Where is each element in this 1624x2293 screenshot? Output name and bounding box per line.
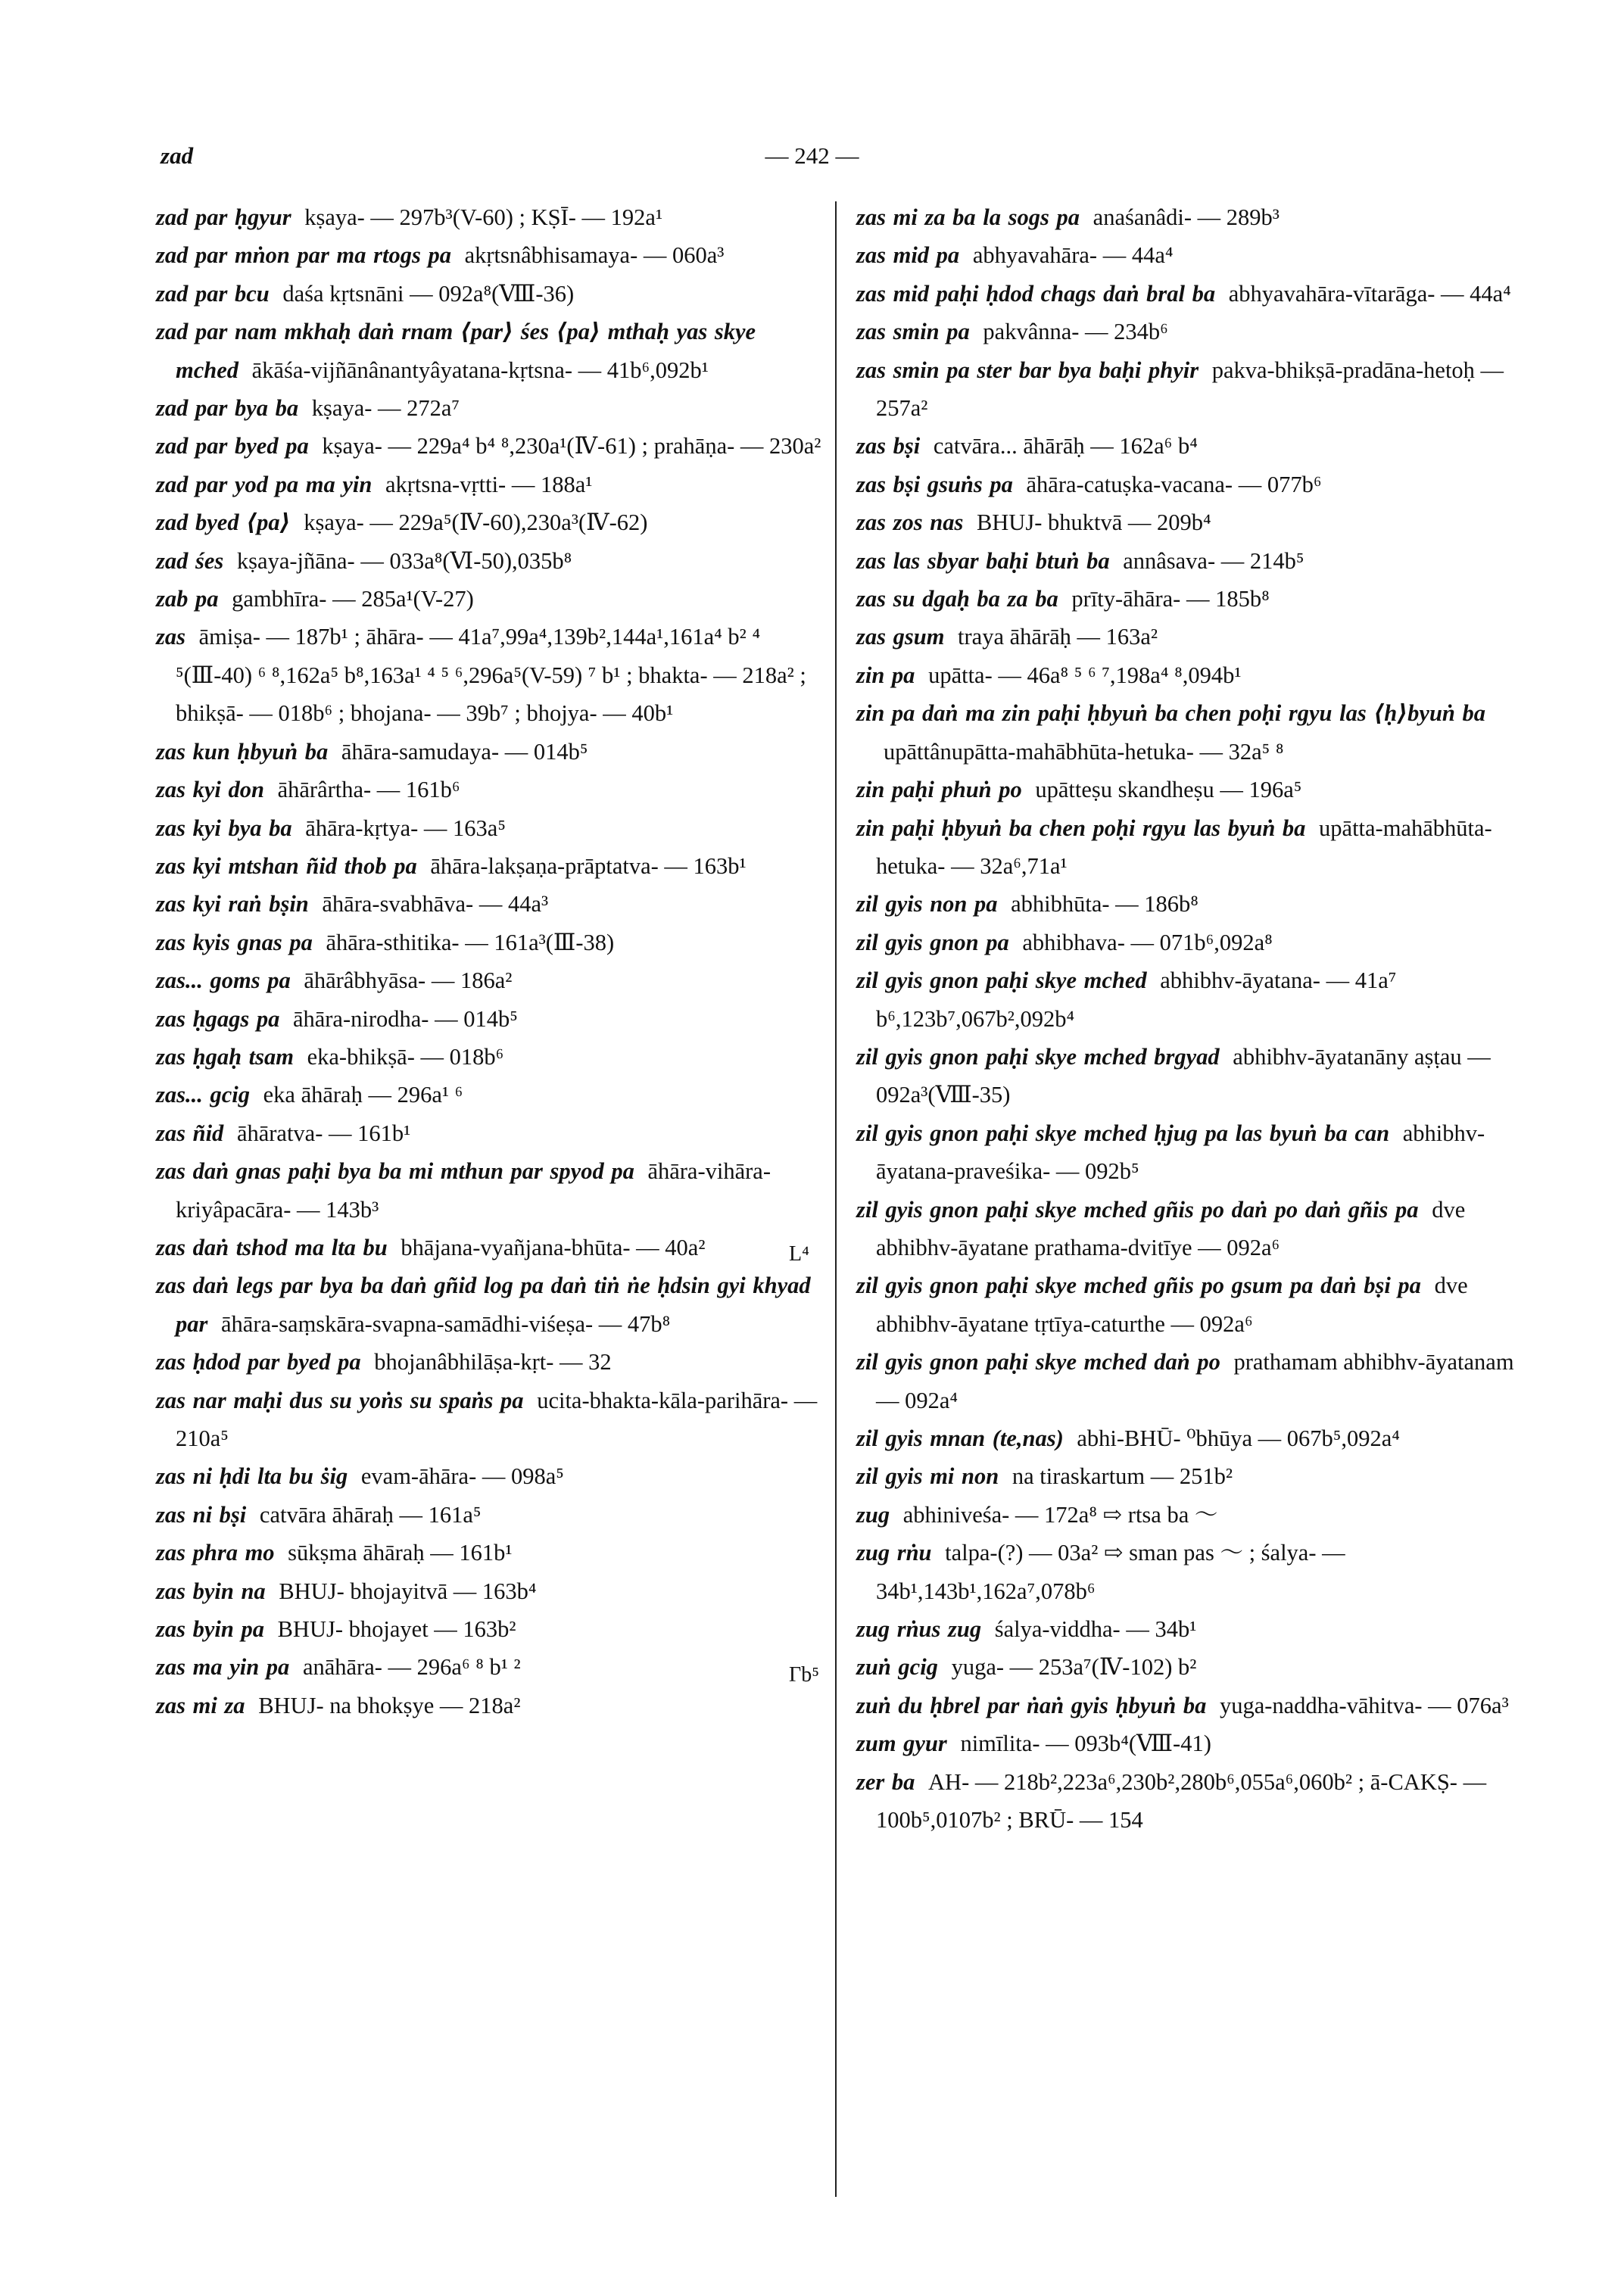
- dictionary-entry: [156, 1229, 822, 1266]
- sanskrit-gloss: āhāratva- — 161b¹: [236, 1120, 411, 1146]
- tibetan-headword: zin pa daṅ ma zin paḥi ḥbyuṅ ba chen poḥi rgyu las ⟨ḥ⟩byuṅ ba: [856, 700, 1485, 727]
- sanskrit-gloss: eka āhāraḥ — 296a¹ ⁶: [263, 1082, 463, 1108]
- dictionary-entry: [856, 1191, 1523, 1267]
- tibetan-headword: zas daṅ legs par bya ba daṅ gñid log pa daṅ tiṅ ṅe ḥdsin gyi khyad par: [156, 1273, 811, 1337]
- tibetan-headword: zad par yod pa ma yin: [156, 471, 372, 497]
- tibetan-headword: zas ni ḥdi lta bu ṡig: [156, 1463, 348, 1490]
- sanskrit-gloss: abhibhv-āyatanāny aṣṭau — 092a³(Ⅷ-35): [876, 1043, 1491, 1108]
- sanskrit-gloss: upātta- — 46a⁸ ⁵ ⁶ ⁷,198a⁴ ⁸,094b¹: [928, 662, 1242, 688]
- sanskrit-gloss: BHUJ- bhuktvā — 209b⁴: [976, 509, 1211, 536]
- tibetan-headword: zug: [856, 1501, 890, 1528]
- page-number: — 242 —: [765, 142, 859, 169]
- dictionary-entry: [856, 1610, 1523, 1648]
- tibetan-headword: zad byed ⟨pa⟩: [156, 509, 291, 536]
- dictionary-entry: [856, 1419, 1523, 1457]
- dictionary-entry: [856, 1457, 1523, 1495]
- tibetan-headword: zin paḥi ḥbyuṅ ba chen poḥi rgyu las byuṅ ba: [856, 815, 1306, 841]
- sanskrit-gloss: eka-bhikṣā- — 018b⁶: [307, 1043, 504, 1070]
- sanskrit-gloss: āhāra-lakṣaṇa-prāptatva- — 163b¹: [430, 852, 747, 879]
- tibetan-headword: zil gyis gnon paḥi skye mched: [856, 967, 1147, 994]
- tibetan-headword: zad par bya ba: [156, 395, 299, 422]
- sanskrit-gloss: āhāra-samudaya- — 014b⁵: [341, 738, 588, 765]
- sanskrit-gloss: anaśanâdi- — 289b³: [1093, 204, 1280, 230]
- dictionary-entry: [156, 733, 822, 771]
- tibetan-headword: zas ḥgags pa: [156, 1005, 280, 1032]
- sanskrit-gloss: āhārâbhyāsa- — 186a²: [304, 967, 513, 994]
- sanskrit-gloss: annâsava- — 214b⁵: [1123, 547, 1304, 574]
- sanskrit-gloss: āhāra-svabhāva- — 44a³: [322, 891, 549, 918]
- tibetan-headword: zas kyis gnas pa: [156, 929, 313, 955]
- sanskrit-gloss: abhyavahāra-vītarāga- — 44a⁴: [1228, 280, 1511, 307]
- tibetan-headword: zas ñid: [156, 1120, 224, 1146]
- tibetan-headword: zil gyis mnan (te,nas): [856, 1425, 1064, 1451]
- tibetan-headword: zil gyis gnon pa: [856, 929, 1009, 955]
- tibetan-headword: zil gyis gnon paḥi skye mched gñis po daṅ po daṅ gñis pa: [856, 1196, 1419, 1223]
- tibetan-headword: zad par mṅon par ma rtogs pa: [156, 242, 451, 269]
- sanskrit-gloss: abhibhūta- — 186b⁸: [1011, 891, 1199, 918]
- sanskrit-gloss: abhibhv-āyatana- — 41a⁷ b⁶,123b⁷,067b²,092b⁴: [876, 967, 1397, 1032]
- sanskrit-gloss: BHUJ- bhojayet — 163b²: [277, 1616, 516, 1643]
- sanskrit-gloss: AH- — 218b²,223a⁶,230b²,280b⁶,055a⁶,060b² ; ā-CAKṢ- — 100b⁵,0107b² ; BRŪ- — 154: [876, 1768, 1487, 1833]
- sanskrit-gloss: ākāśa-vijñānânantyâyatana-kṛtsna- — 41b⁶,092b¹: [251, 357, 709, 383]
- tibetan-headword: zas ni bṣi: [156, 1501, 247, 1528]
- tibetan-headword: zer ba: [856, 1768, 915, 1795]
- tibetan-headword: zas kyi bya ba: [156, 815, 292, 841]
- sanskrit-gloss: āhāra-kṛtya- — 163a⁵: [305, 815, 506, 841]
- dictionary-entry: [156, 771, 822, 808]
- tibetan-headword: zad par ḥgyur: [156, 204, 291, 230]
- dictionary-entry: [856, 542, 1523, 580]
- sanskrit-gloss: kṣaya- — 297b³(V-60) ; KṢĪ- — 192a¹: [304, 204, 663, 230]
- tibetan-headword: zad par byed pa: [156, 433, 309, 460]
- margin-mark: Γb⁵: [789, 1663, 819, 1687]
- tibetan-headword: zin paḥi phuṅ po: [856, 777, 1022, 803]
- dictionary-entry: [156, 1114, 822, 1152]
- sanskrit-gloss: bhājana-vyañjana-bhūta- — 40a²: [401, 1234, 706, 1260]
- sanskrit-gloss: BHUJ- na bhokṣye — 218a²: [258, 1692, 521, 1718]
- dictionary-entry: [156, 198, 822, 236]
- dictionary-entry: [156, 1572, 822, 1610]
- sanskrit-gloss: dve abhibhv-āyatane tṛtīya-caturthe — 092a⁶: [876, 1273, 1468, 1337]
- sanskrit-gloss: dve abhibhv-āyatane prathama-dvitīye — 092a⁶: [876, 1196, 1466, 1260]
- column-divider: [835, 201, 837, 2197]
- margin-mark: L⁴: [789, 1242, 809, 1266]
- dictionary-entry: [156, 847, 822, 885]
- dictionary-entry: [856, 236, 1523, 274]
- dictionary-entry: [156, 618, 822, 732]
- dictionary-entry: [156, 961, 822, 999]
- dictionary-entry: [156, 1496, 822, 1534]
- tibetan-headword: zab pa: [156, 586, 219, 612]
- dictionary-entry: [856, 275, 1523, 313]
- tibetan-headword: zas kyi raṅ bṣin: [156, 891, 309, 918]
- dictionary-entry: [156, 466, 822, 503]
- tibetan-headword: zil gyis gnon paḥi skye mched daṅ po: [856, 1349, 1220, 1375]
- sanskrit-gloss: nimīlita- — 093b⁴(Ⅷ-41): [960, 1731, 1211, 1757]
- dictionary-entry: [156, 1152, 822, 1229]
- dictionary-entry: [856, 694, 1523, 771]
- tibetan-headword: zil gyis gnon paḥi skye mched brgyad: [856, 1043, 1220, 1070]
- sanskrit-gloss: āhārârtha- — 161b⁶: [277, 777, 460, 803]
- sanskrit-gloss: kṣaya-jñāna- — 033a⁸(Ⅵ-50),035b⁸: [236, 547, 572, 574]
- dictionary-entry: [156, 1266, 822, 1343]
- tibetan-headword: zug rṅus zug: [856, 1616, 982, 1643]
- dictionary-entry: [856, 618, 1523, 656]
- tibetan-headword: zug rṅu: [856, 1540, 932, 1566]
- sanskrit-gloss: abhibhava- — 071b⁶,092a⁸: [1022, 929, 1273, 955]
- tibetan-headword: zas daṅ gnas paḥi bya ba mi mthun par spyod pa: [156, 1158, 634, 1185]
- dictionary-entry: [156, 427, 822, 465]
- dictionary-entry: [856, 1648, 1523, 1686]
- dictionary-entry: [156, 1610, 822, 1648]
- tibetan-headword: zas su dgaḥ ba za ba: [856, 586, 1058, 612]
- tibetan-headword: zas nar maḥi dus su yoṅs su spaṅs pa: [156, 1387, 524, 1413]
- tibetan-headword: zas zos nas: [856, 509, 964, 536]
- sanskrit-gloss: pakva-bhikṣā-pradāna-hetoḥ — 257a²: [876, 357, 1504, 422]
- tibetan-headword: zuṅ du ḥbrel par ṅaṅ gyis ḥbyuṅ ba: [856, 1692, 1207, 1718]
- tibetan-headword: zas... gcig: [156, 1082, 250, 1108]
- dictionary-entry: [856, 1114, 1523, 1191]
- sanskrit-gloss: abhi-BHŪ- ⁰bhūya — 067b⁵,092a⁴: [1077, 1425, 1400, 1451]
- running-head-word: zad: [161, 142, 194, 169]
- tibetan-headword: zas kyi mtshan ñid thob pa: [156, 852, 417, 879]
- dictionary-entry: [856, 1763, 1523, 1840]
- dictionary-entry: [156, 1076, 822, 1114]
- dictionary-entry: [856, 1534, 1523, 1610]
- left-column: [156, 198, 822, 1724]
- sanskrit-gloss: yuga- — 253a⁷(Ⅳ-102) b²: [951, 1654, 1197, 1681]
- dictionary-entry: [856, 656, 1523, 694]
- dictionary-entry: [156, 1038, 822, 1076]
- sanskrit-gloss: abhiniveśa- — 172a⁸ ⇨ rtsa ba ～: [902, 1501, 1218, 1528]
- sanskrit-gloss: kṣaya- — 229a⁴ b⁴ ⁸,230a¹(Ⅳ-61) ; prahāṇa- — 230a²: [322, 433, 821, 460]
- sanskrit-gloss: catvāra āhāraḥ — 161a⁵: [259, 1501, 482, 1528]
- dictionary-entry: [156, 580, 822, 618]
- sanskrit-gloss: kṣaya- — 229a⁵(Ⅳ-60),230a³(Ⅳ-62): [304, 509, 648, 536]
- tibetan-headword: zil gyis mi non: [856, 1463, 999, 1490]
- tibetan-headword: zas phra mo: [156, 1540, 275, 1566]
- dictionary-entry: [856, 427, 1523, 465]
- dictionary-entry: [856, 1496, 1523, 1534]
- dictionary-entry: [156, 1457, 822, 1495]
- sanskrit-gloss: daśa kṛtsnāni — 092a⁸(Ⅷ-36): [282, 280, 575, 307]
- tibetan-headword: zuṅ gcig: [856, 1654, 938, 1681]
- sanskrit-gloss: śalya-viddha- — 34b¹: [994, 1616, 1197, 1643]
- dictionary-entry: [856, 771, 1523, 808]
- dictionary-entry: [156, 885, 822, 923]
- sanskrit-gloss: āhāra-nirodha- — 014b⁵: [292, 1005, 518, 1032]
- sanskrit-gloss: talpa-(?) — 03a² ⇨ sman pas ～ ; śalya- — 34b¹,143b¹,162a⁷,078b⁶: [876, 1540, 1345, 1604]
- sanskrit-gloss: evam-āhāra- — 098a⁵: [360, 1463, 564, 1490]
- sanskrit-gloss: akṛtsnâbhisamaya- — 060a³: [464, 242, 725, 269]
- tibetan-headword: zas ḥdod par byed pa: [156, 1349, 361, 1375]
- sanskrit-gloss: āmiṣa- — 187b¹ ; āhāra- — 41a⁷,99a⁴,139b²,144a¹,161a⁴ b² ⁴ ⁵(Ⅲ-40) ⁶ ⁸,162a⁵ b⁸,163a¹ ⁴ ⁵ ⁶,296a⁵(V-59) ⁷ b¹ ; bhakta- — 218a² ; bhikṣā- — 018b⁶ ; bhojana- — 39b⁷ ; bhojya- — 40b¹: [176, 624, 806, 727]
- tibetan-headword: zas kyi don: [156, 777, 264, 803]
- sanskrit-gloss: catvāra... āhārāḥ — 162a⁶ b⁴: [933, 433, 1198, 460]
- dictionary-entry: [156, 389, 822, 427]
- tibetan-headword: zas byin pa: [156, 1616, 264, 1643]
- tibetan-headword: zas gsum: [856, 624, 945, 650]
- dictionary-entry: [856, 924, 1523, 961]
- dictionary-entry: [856, 466, 1523, 503]
- dictionary-entry: [156, 1000, 822, 1038]
- sanskrit-gloss: sūkṣma āhāraḥ — 161b¹: [288, 1540, 513, 1566]
- dictionary-entry: [156, 809, 822, 847]
- dictionary-entry: [156, 1382, 822, 1458]
- dictionary-entry: [156, 313, 822, 389]
- tibetan-headword: zas smin pa: [856, 319, 970, 345]
- sanskrit-gloss: abhibhv-āyatana-praveśika- — 092b⁵: [876, 1120, 1485, 1185]
- tibetan-headword: zas: [156, 624, 185, 650]
- tibetan-headword: zas bṣi gsuṅs pa: [856, 471, 1013, 497]
- tibetan-headword: zil gyis non pa: [856, 891, 998, 918]
- sanskrit-gloss: yuga-naddha-vāhitva- — 076a³: [1219, 1692, 1509, 1718]
- tibetan-headword: zad par nam mkhaḥ daṅ rnam ⟨par⟩ śes ⟨pa⟩ mthaḥ yas skye mched: [156, 319, 756, 383]
- dictionary-entry: [856, 503, 1523, 541]
- tibetan-headword: zas ḥgaḥ tsam: [156, 1043, 294, 1070]
- tibetan-headword: zil gyis gnon paḥi skye mched gñis po gsum pa daṅ bṣi pa: [856, 1273, 1421, 1299]
- sanskrit-gloss: upātteṣu skandheṣu — 196a⁵: [1035, 777, 1302, 803]
- sanskrit-gloss: upāttânupātta-mahābhūta-hetuka- — 32a⁵ ⁸: [884, 738, 1284, 765]
- dictionary-entry: [156, 1343, 822, 1381]
- dictionary-entry: [856, 961, 1523, 1038]
- sanskrit-gloss: na tiraskartum — 251b²: [1011, 1463, 1233, 1490]
- right-column: [856, 198, 1523, 1839]
- sanskrit-gloss: BHUJ- bhojayitvā — 163b⁴: [279, 1578, 537, 1604]
- dictionary-entry: [856, 1687, 1523, 1724]
- tibetan-headword: zas... goms pa: [156, 967, 291, 994]
- dictionary-entry: [856, 809, 1523, 886]
- sanskrit-gloss: prīty-āhāra- — 185b⁸: [1071, 586, 1270, 612]
- sanskrit-gloss: bhojanâbhilāṣa-kṛt- — 32: [374, 1349, 612, 1375]
- sanskrit-gloss: ucita-bhakta-kāla-parihāra- — 210a⁵: [176, 1387, 818, 1451]
- sanskrit-gloss: upātta-mahābhūta-hetuka- — 32a⁶,71a¹: [876, 815, 1492, 879]
- sanskrit-gloss: gambhīra- — 285a¹(V-27): [232, 586, 474, 612]
- tibetan-headword: zil gyis gnon paḥi skye mched ḥjug pa las byuṅ ba can: [856, 1120, 1390, 1146]
- dictionary-entry: [156, 236, 822, 274]
- dictionary-entry: [856, 1724, 1523, 1762]
- tibetan-headword: zad śes: [156, 547, 224, 574]
- tibetan-headword: zas mid pa: [856, 242, 960, 269]
- tibetan-headword: zas daṅ tshod ma lta bu: [156, 1234, 388, 1260]
- sanskrit-gloss: abhyavahāra- — 44a⁴: [972, 242, 1174, 269]
- tibetan-headword: zas mi za ba la sogs pa: [856, 204, 1080, 230]
- sanskrit-gloss: anāhāra- — 296a⁶ ⁸ b¹ ²: [302, 1654, 521, 1681]
- sanskrit-gloss: kṣaya- — 272a⁷: [311, 395, 460, 422]
- sanskrit-gloss: āhāra-catuṣka-vacana- — 077b⁶: [1026, 471, 1322, 497]
- tibetan-headword: zas bṣi: [856, 433, 921, 460]
- dictionary-entry: [856, 351, 1523, 428]
- tibetan-headword: zas smin pa ster bar bya baḥi phyir: [856, 357, 1199, 383]
- tibetan-headword: zum gyur: [856, 1731, 947, 1757]
- tibetan-headword: zas kun ḥbyuṅ ba: [156, 738, 329, 765]
- sanskrit-gloss: āhāra-vihāra-kriyâpacāra- — 143b³: [176, 1158, 771, 1223]
- dictionary-entry: [156, 542, 822, 580]
- sanskrit-gloss: akṛtsna-vṛtti- — 188a¹: [385, 471, 593, 497]
- sanskrit-gloss: āhāra-saṃskāra-svapna-samādhi-viśeṣa- — 47b⁸: [221, 1310, 671, 1337]
- tibetan-headword: zas mid paḥi ḥdod chags daṅ bral ba: [856, 280, 1216, 307]
- dictionary-entry: [856, 580, 1523, 618]
- dictionary-entry: [856, 1266, 1523, 1343]
- tibetan-headword: zad par bcu: [156, 280, 270, 307]
- dictionary-entry: [156, 275, 822, 313]
- tibetan-headword: zin pa: [856, 662, 915, 688]
- dictionary-entry: [156, 1534, 822, 1572]
- dictionary-entry: [856, 313, 1523, 350]
- tibetan-headword: zas ma yin pa: [156, 1654, 290, 1681]
- tibetan-headword: zas mi za: [156, 1692, 245, 1718]
- dictionary-entry: [856, 1038, 1523, 1114]
- sanskrit-gloss: pakvânna- — 234b⁶: [983, 319, 1168, 345]
- tibetan-headword: zas las sbyar baḥi btuṅ ba: [856, 547, 1110, 574]
- dictionary-entry: [156, 1648, 822, 1686]
- sanskrit-gloss: traya āhārāḥ — 163a²: [958, 624, 1158, 650]
- dictionary-entry: [156, 1687, 822, 1724]
- dictionary-entry: [856, 1343, 1523, 1419]
- sanskrit-gloss: prathamam abhibhv-āyatanam — 092a⁴: [876, 1349, 1514, 1413]
- dictionary-entry: [156, 503, 822, 541]
- tibetan-headword: zas byin na: [156, 1578, 266, 1604]
- sanskrit-gloss: āhāra-sthitika- — 161a³(Ⅲ-38): [326, 929, 615, 955]
- dictionary-entry: [856, 198, 1523, 236]
- dictionary-entry: [156, 924, 822, 961]
- dictionary-entry: [856, 885, 1523, 923]
